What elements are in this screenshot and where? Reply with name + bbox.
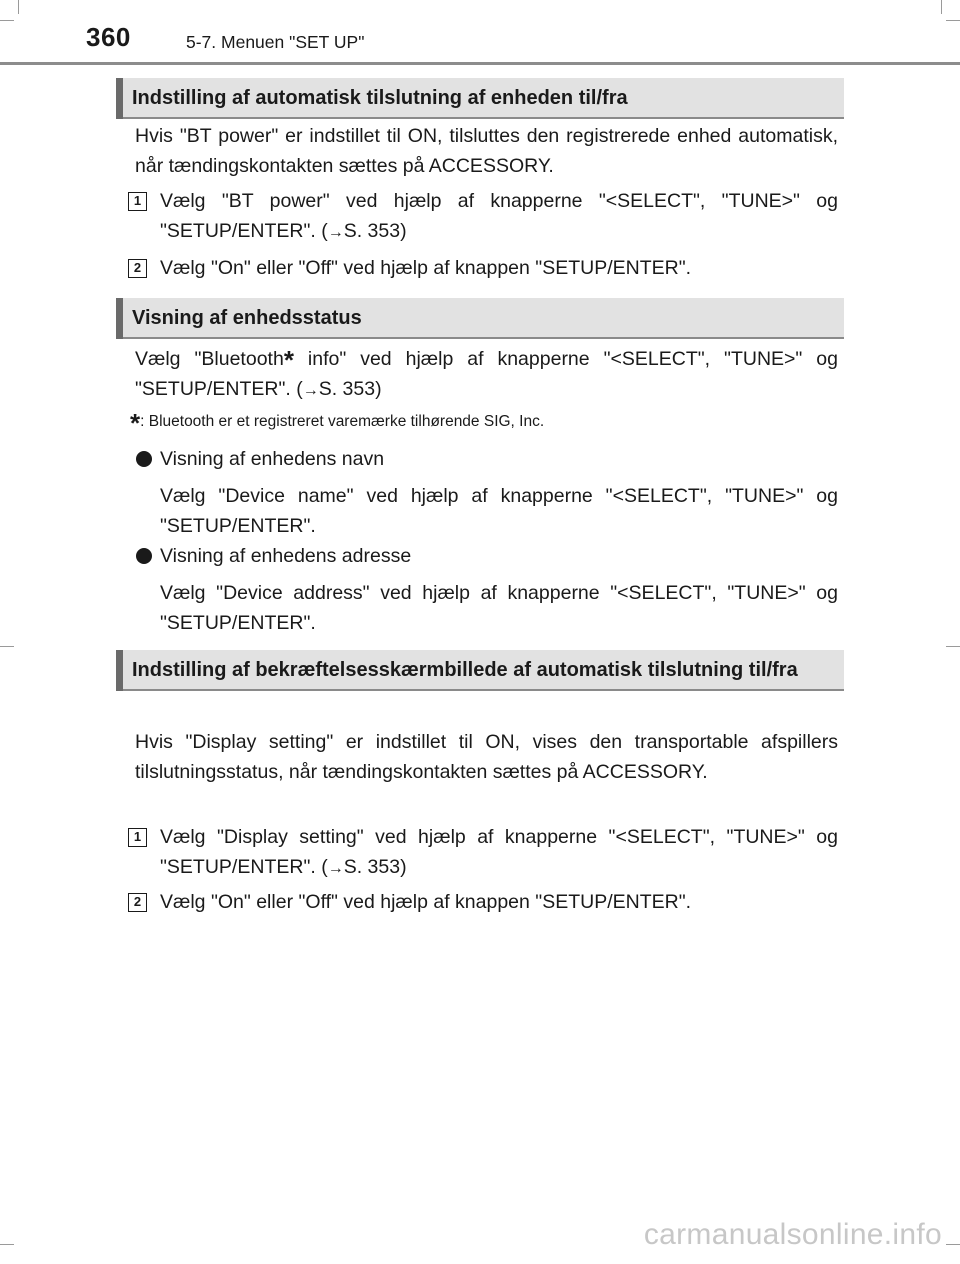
bullet-icon xyxy=(136,548,152,564)
chapter-title: 5-7. Menuen "SET UP" xyxy=(186,32,365,52)
crop-mark xyxy=(0,646,14,647)
section-intro: Hvis "Display setting" er indstillet til ON, vises den transportable afspillers tilslutningsstatus, når tændingskontakten sættes på ACCESSORY. xyxy=(135,731,838,783)
watermark: carmanualsonline.info xyxy=(643,1218,942,1251)
step-number: 1 xyxy=(128,828,147,847)
step-number: 2 xyxy=(128,259,147,278)
page-reference: S. 353) xyxy=(318,378,382,400)
section-heading-device-status xyxy=(116,298,844,339)
bullet-text: Vælg "Device address" ved hjælp af knapperne "<SELECT", "TUNE>" og "SETUP/ENTER". xyxy=(160,582,838,634)
section-heading-text: Indstilling af bekræftelsesskærmbillede af automatisk tilslutning til/fra xyxy=(132,659,798,681)
crop-mark xyxy=(0,20,14,21)
section-intro: Hvis "BT power" er indstillet til ON, tilsluttes den registrerede enhed automatisk, når tændingskontakten sættes på ACCESSORY. xyxy=(135,125,838,177)
bullet-title: Visning af enhedens adresse xyxy=(160,545,412,567)
reference-arrow-icon: → xyxy=(302,382,319,399)
intro-text: info" ved hjælp af knapperne "<SELECT", "TUNE>" og "SETUP/ENTER". ( xyxy=(135,348,838,400)
bullet-icon xyxy=(136,451,152,467)
page-reference: S. 353) xyxy=(343,220,407,242)
section-heading-display-setting xyxy=(116,650,844,691)
header-rule xyxy=(0,62,960,65)
step-instruction: Vælg "Display setting" ved hjælp af knapperne "<SELECT", "TUNE>" og "SETUP/ENTER". ( xyxy=(160,826,838,878)
page-number: 360 xyxy=(86,22,131,52)
reference-arrow-icon: → xyxy=(327,224,344,241)
footnote xyxy=(130,408,545,438)
asterisk-mark: * xyxy=(283,345,294,375)
step-instruction: Vælg "BT power" ved hjælp af knapperne "<SELECT", "TUNE>" og "SETUP/ENTER". ( xyxy=(160,190,838,242)
section-heading-auto-connect xyxy=(116,78,844,119)
intro-text: Vælg "Bluetooth xyxy=(135,348,284,370)
step-number: 2 xyxy=(128,893,147,912)
step-text xyxy=(160,186,838,248)
step-text xyxy=(160,822,838,884)
section-intro xyxy=(135,344,838,406)
footnote-text: : Bluetooth er et registreret varemærke tilhørende SIG, Inc. xyxy=(140,413,545,430)
crop-mark xyxy=(946,20,960,21)
crop-mark xyxy=(0,1244,14,1245)
bullet-title: Visning af enhedens navn xyxy=(160,448,385,470)
asterisk-mark: * xyxy=(130,408,141,438)
crop-mark xyxy=(18,0,19,14)
step-text: Vælg "On" eller "Off" ved hjælp af knappen "SETUP/ENTER". xyxy=(160,257,692,279)
step-text: Vælg "On" eller "Off" ved hjælp af knappen "SETUP/ENTER". xyxy=(160,891,692,913)
step-number: 1 xyxy=(128,192,147,211)
section-heading-text: Visning af enhedsstatus xyxy=(132,307,362,329)
section-heading-text: Indstilling af automatisk tilslutning af enheden til/fra xyxy=(132,87,628,109)
crop-mark xyxy=(941,0,942,14)
page-reference: S. 353) xyxy=(343,856,407,878)
bullet-text: Vælg "Device name" ved hjælp af knapperne "<SELECT", "TUNE>" og "SETUP/ENTER". xyxy=(160,485,838,537)
crop-mark xyxy=(946,1244,960,1245)
crop-mark xyxy=(946,646,960,647)
reference-arrow-icon: → xyxy=(327,860,344,877)
